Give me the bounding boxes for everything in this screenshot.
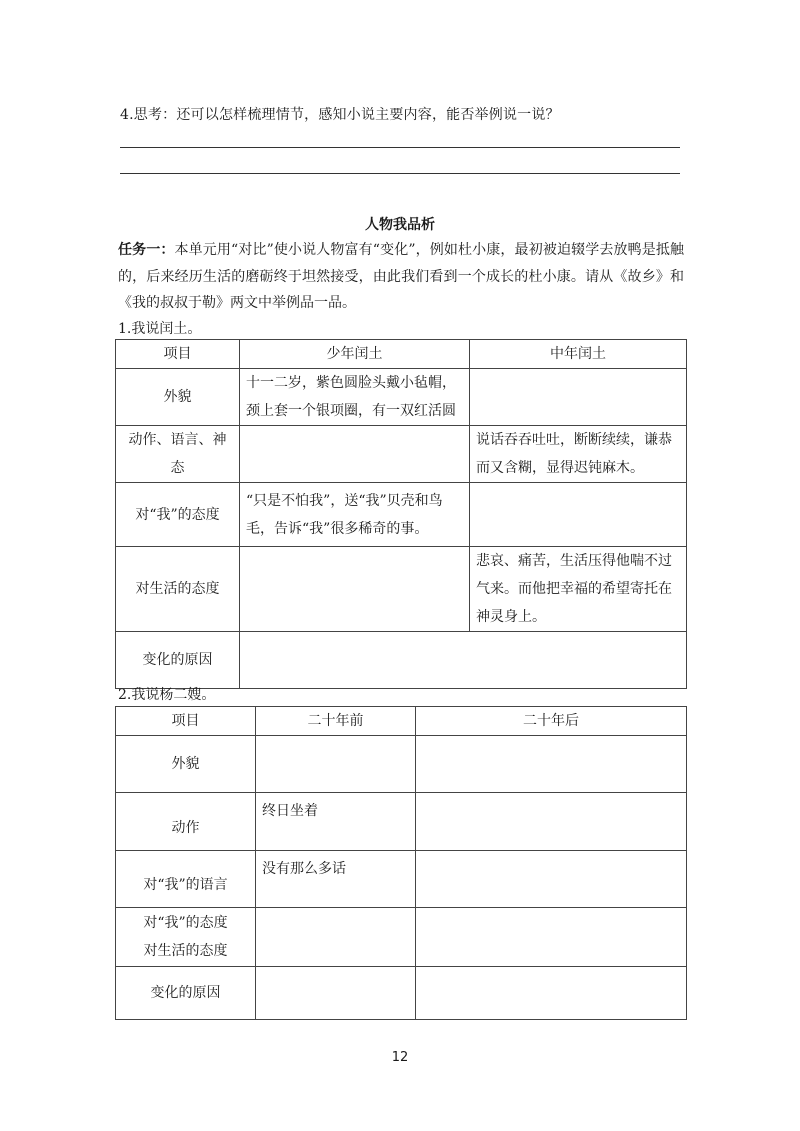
table-row: [116, 547, 687, 632]
task1-text: 本单元用“对比”使小说人物富有“变化”，例如杜小康，最初被迫辍学去放鸭是抵触的，后来经历生活的磨砺终于坦然接受，由此我们看到一个成长的杜小康。请从《故乡》和《我的叔叔于勒》两文中举例品一品。: [118, 242, 684, 311]
header-middle-runtu: 中年闰土: [470, 340, 687, 369]
cell-middle[interactable]: 悲哀、痛苦，生活压得他喘不过气来。而他把幸福的希望寄托在神灵身上。: [470, 547, 687, 632]
task1-label: 任务一：: [118, 242, 175, 258]
row-label: [116, 908, 256, 967]
table-header-row: [116, 707, 687, 736]
table-row: [116, 483, 687, 547]
cell-young[interactable]: 十一二岁，紫色圆脸头戴小毡帽，颈上套一个银项圈，有一双红活圆: [240, 369, 470, 426]
cell-after[interactable]: [416, 793, 687, 851]
part1-heading: 1.我说闰土。: [118, 321, 202, 337]
table-row: [116, 369, 687, 426]
cell-before[interactable]: [256, 967, 416, 1020]
section-title: 人物我品析: [365, 217, 435, 233]
answer-line-2: [120, 173, 680, 174]
header-young-runtu: 少年闰土: [240, 340, 470, 369]
cell-before[interactable]: [256, 908, 416, 967]
yang-ersao-table: [115, 706, 687, 1020]
header-twenty-years-ago: 二十年前: [256, 707, 416, 736]
header-item: 项目: [116, 340, 240, 369]
table-row: [116, 967, 687, 1020]
row-label: 对“我”的语言: [116, 851, 256, 908]
cell-young[interactable]: [240, 426, 470, 483]
cell-after[interactable]: [416, 908, 687, 967]
table-row: [116, 793, 687, 851]
row-label: 外貌: [116, 736, 256, 793]
row-label: 动作、语言、神态: [116, 426, 240, 483]
task1-paragraph: [118, 237, 684, 317]
row-label: 对生活的态度: [116, 547, 240, 632]
cell-before[interactable]: 终日坐着: [256, 793, 416, 851]
question-4: 4.思考：还可以怎样梳理情节，感知小说主要内容，能否举例说一说？: [120, 107, 560, 123]
table-header-row: [116, 340, 687, 369]
row-label: 变化的原因: [116, 967, 256, 1020]
cell-middle[interactable]: [470, 483, 687, 547]
row-label: 动作: [116, 793, 256, 851]
cell-after[interactable]: [416, 736, 687, 793]
cell-young[interactable]: [240, 547, 470, 632]
row-label-line-2: 对生活的态度: [143, 943, 228, 959]
cell-after[interactable]: [416, 851, 687, 908]
answer-line-1: [120, 147, 680, 148]
cell-before[interactable]: 没有那么多话: [256, 851, 416, 908]
header-twenty-years-later: 二十年后: [416, 707, 687, 736]
cell-reason-merged[interactable]: [240, 632, 687, 689]
page-number: 12: [391, 1050, 409, 1065]
runtu-table: [115, 339, 687, 689]
cell-before[interactable]: [256, 736, 416, 793]
row-label-line-1: 对“我”的态度: [143, 915, 228, 931]
row-label: 对“我”的态度: [116, 483, 240, 547]
table-row: [116, 908, 687, 967]
cell-middle[interactable]: 说话吞吞吐吐，断断续续，谦恭而又含糊，显得迟钝麻木。: [470, 426, 687, 483]
cell-young[interactable]: “只是不怕我”，送“我”贝壳和鸟毛，告诉“我”很多稀奇的事。: [240, 483, 470, 547]
row-label: 变化的原因: [116, 632, 240, 689]
part2-heading: 2.我说杨二嫂。: [118, 687, 216, 703]
header-item: 项目: [116, 707, 256, 736]
table-row: [116, 426, 687, 483]
row-label: 外貌: [116, 369, 240, 426]
table-row: [116, 736, 687, 793]
table-row: [116, 632, 687, 689]
table-row: [116, 851, 687, 908]
cell-middle[interactable]: [470, 369, 687, 426]
cell-after[interactable]: [416, 967, 687, 1020]
